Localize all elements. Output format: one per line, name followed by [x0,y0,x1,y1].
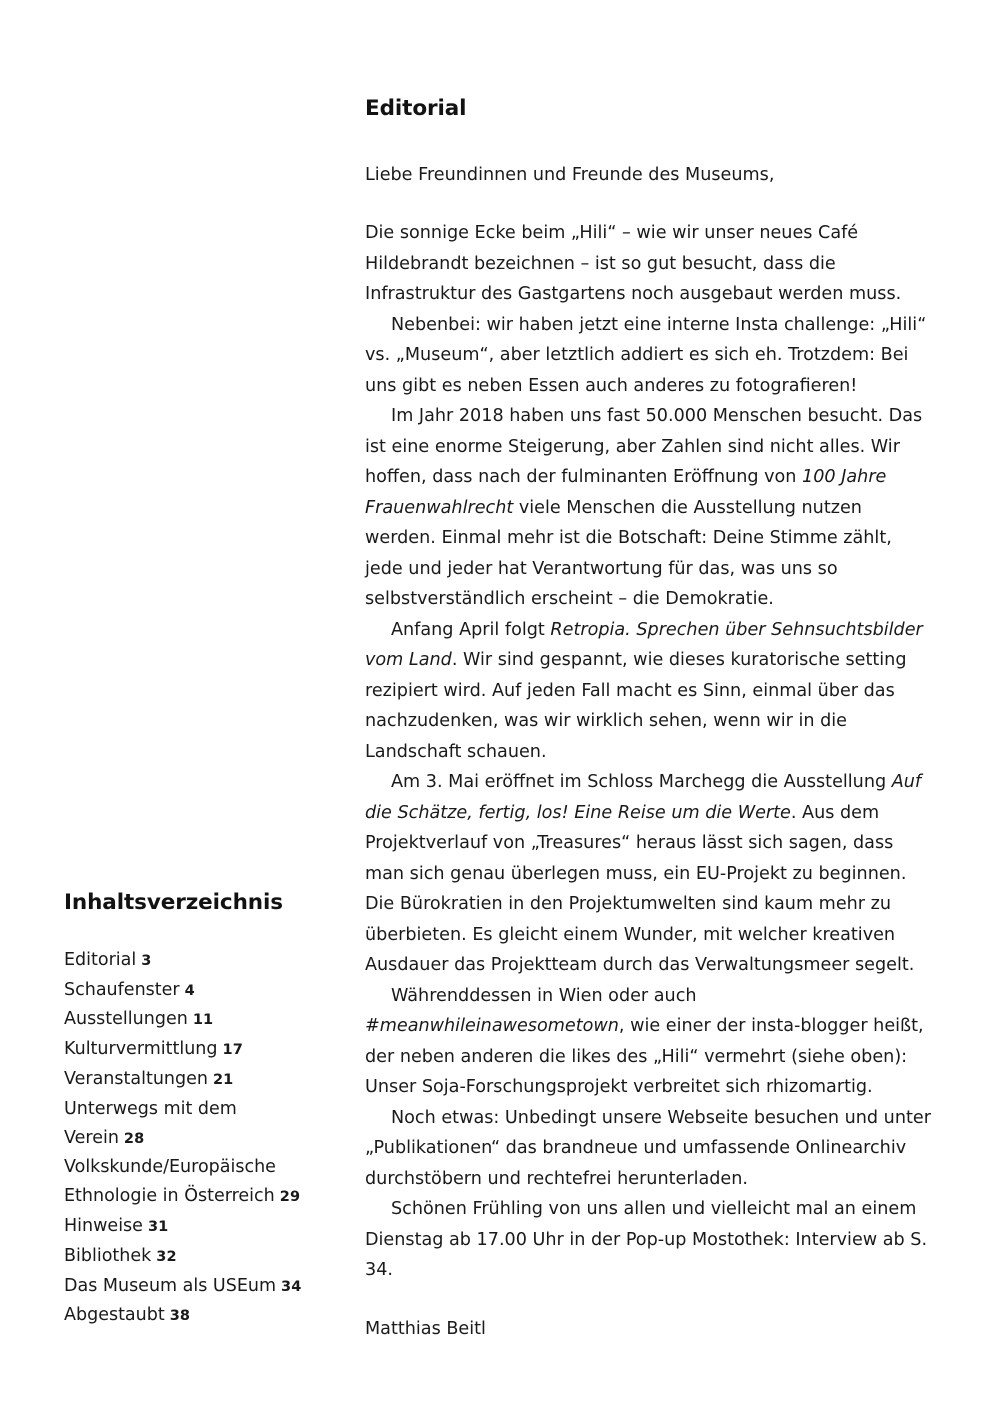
editorial-paragraph: Anfang April folgt Retropia. Sprechen über Sehnsuchtsbilder vom Land. Wir sind gespannt, wie dieses kuratorische setting rezipiert wird. Auf jeden Fall macht es Sinn, einmal über das nachzudenken, was wir wirklich sehen, wenn wir in die Landschaft schauen. [365,619,923,762]
editorial-salutation: Liebe Freundinnen und Freunde des Museums, [365,164,775,185]
toc-title: Inhaltsverzeichnis [64,890,283,915]
editorial-title: Editorial [365,96,467,121]
exhibition-title: 100 Jahre Frauenwahlrecht [365,467,887,518]
toc-entry[interactable] [64,1153,339,1182]
toc-entry-page-number: 21 [212,1071,234,1088]
toc-entry-label: Veranstaltungen [64,1068,208,1089]
toc-entry-page-number: 29 [279,1189,301,1206]
exhibition-title: Retropia. Sprechen über Sehnsuchtsbilder vom Land [365,619,923,671]
toc-entry-page-number: 3 [141,952,152,969]
editorial-paragraph: Am 3. Mai eröffnet im Schloss Marchegg die Ausstellung Auf die Schätze, fertig, los! Eine Reise um die Werte. Aus dem Projektverlauf von „Treasures“ heraus lässt sich sagen, dass man sich genau überlegen muss, ein EU-Projekt zu beginnen. Die Bürokratien in den Projektumwelten sind kaum mehr zu überbieten. Es gleicht einem Wunder, mit welcher kreativen Ausdauer das Projektteam durch das Verwaltungsmeer segelt. [365,772,922,976]
toc-entry[interactable] [64,1124,339,1154]
editorial-body [365,218,935,1286]
editorial-paragraph: Schönen Frühling von uns allen und vielleicht mal an einem Dienstag ab 17.00 Uhr in der Pop-up Mostothek: Interview ab S. 34. [365,1199,928,1281]
toc-entry[interactable] [64,1095,339,1124]
exhibition-title: Auf die Schätze, fertig, los! Eine Reise um die Werte [365,772,922,823]
toc-entry-page-number: 11 [192,1012,214,1029]
toc-entry-page-number: 28 [123,1130,145,1147]
editorial-paragraph: Die sonnige Ecke beim „Hili“ – wie wir unser neues Café Hildebrandt bezeichnen – ist so gut besucht, dass die Infrastruktur des Gastgartens noch ausgebaut werden muss. [365,223,902,305]
toc-entry-label: Hinweise [64,1215,143,1236]
toc-entry-label: Abgestaubt [64,1305,165,1326]
toc-list [64,946,339,1331]
table-of-contents [64,890,339,1331]
toc-entry[interactable] [64,1272,339,1302]
toc-entry-label: Kulturvermittlung [64,1039,218,1060]
editorial-paragraph: Währenddessen in Wien oder auch #meanwhileinawesometown, wie einer der insta-blogger heißt, der neben anderen die likes des „Hili“ vermehrt (siehe oben): Unser Soja-Forschungsprojekt verbreitet sich rhizomartig. [365,985,924,1098]
toc-entry[interactable] [64,1035,339,1065]
editorial-article [365,96,935,1344]
toc-entry-label: Volkskunde/Europäische [64,1157,276,1178]
toc-entry-label: Bibliothek [64,1245,152,1266]
toc-entry[interactable] [64,946,339,976]
toc-entry[interactable] [64,1182,339,1212]
editorial-paragraph: Im Jahr 2018 haben uns fast 50.000 Menschen besucht. Das ist eine enorme Steigerung, aber Zahlen sind nicht alles. Wir hoffen, dass nach der fulminanten Eröffnung von 100 Jahre Frauenwahlrecht viele Menschen die Ausstellung nutzen werden. Einmal mehr ist die Botschaft: Deine Stimme zählt, jede und jeder hat Verantwortung für das, was uns so selbstverständlich erscheint – die Demokratie. [365,406,923,610]
editorial-paragraph: Nebenbei: wir haben jetzt eine interne Insta challenge: „Hili“ vs. „Museum“, aber letztlich addiert es sich eh. Trotzdem: Bei uns gibt es neben Essen auch anderes zu fotografieren! [365,314,927,396]
toc-entry-label: Editorial [64,949,137,970]
toc-entry[interactable] [64,1212,339,1242]
toc-entry-page-number: 17 [222,1042,243,1059]
toc-entry-page-number: 38 [169,1308,191,1325]
toc-entry-label: Das Museum als USEum [64,1275,277,1296]
toc-entry-label: Ausstellungen [64,1009,188,1030]
toc-entry[interactable] [64,976,339,1006]
exhibition-title: #meanwhileinawesometown [365,1016,619,1037]
toc-entry-label: Ethnologie in Österreich [64,1186,275,1207]
editorial-signature: Matthias Beitl [365,1318,486,1339]
toc-entry-label: Verein [64,1127,119,1148]
toc-entry-label: Unterwegs mit dem [64,1098,237,1119]
toc-entry-page-number: 32 [156,1248,177,1265]
toc-entry[interactable] [64,1242,339,1272]
toc-entry[interactable] [64,1301,339,1331]
toc-entry[interactable] [64,1005,339,1035]
toc-entry-page-number: 34 [281,1278,302,1295]
toc-entry[interactable] [64,1065,339,1095]
editorial-paragraph: Noch etwas: Unbedingt unsere Webseite besuchen und unter „Publikationen“ das brandneue und umfassende Onlinearchiv durchstöbern und rechtefrei herunterladen. [365,1107,931,1189]
toc-entry-label: Schaufenster [64,979,180,1000]
toc-entry-page-number: 4 [184,982,195,999]
toc-entry-page-number: 31 [147,1218,169,1235]
